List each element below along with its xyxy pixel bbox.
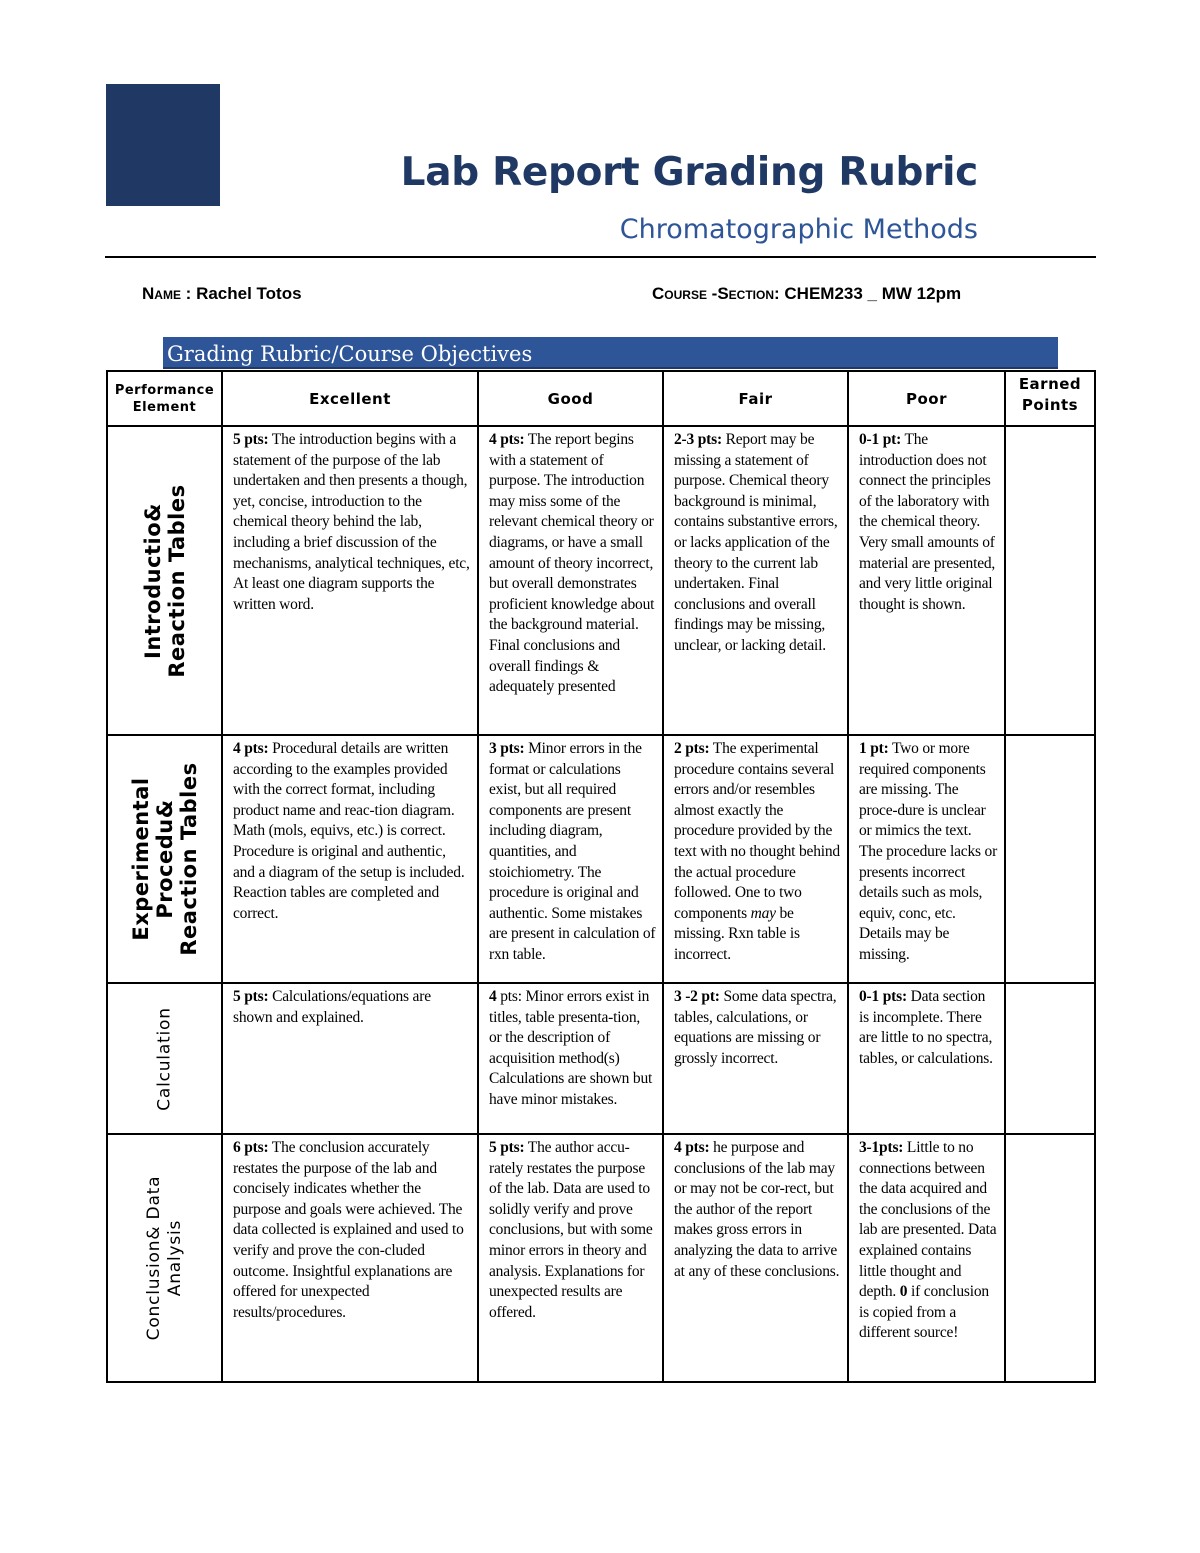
student-name-line	[142, 284, 302, 304]
logo-block	[106, 84, 220, 206]
column-header-earned: Earned Points	[1005, 371, 1095, 426]
cell-excellent	[222, 983, 478, 1134]
table-row	[107, 426, 1095, 735]
points: 4 pts:	[489, 431, 525, 448]
course-section: CHEM233 _ MW 12pm	[784, 284, 962, 303]
cell-good	[478, 735, 663, 983]
criteria-text: he purpose and conclusions of the lab may or may not be cor-rect, but the author of the report makes gross errors in analyzing the data to arrive at any of these conclusions.	[674, 1139, 840, 1280]
table-row	[107, 735, 1095, 983]
row-label	[154, 1007, 175, 1111]
course-section-line	[652, 284, 961, 304]
cell-earned-points[interactable]	[1005, 1134, 1095, 1382]
course-separator: :	[774, 284, 785, 303]
criteria-text: Data section is incomplete. There are little to no spectra, tables, or calculations.	[859, 988, 993, 1067]
row-label-line: Experimental	[128, 777, 153, 941]
row-label-line: Introductio&	[140, 502, 165, 659]
header-row	[107, 371, 1095, 426]
row-label-line: Conclusion& Data	[143, 1175, 164, 1341]
points: 3 -2 pt:	[674, 988, 720, 1005]
emphasis-text: may	[750, 904, 776, 922]
cell-excellent	[222, 1134, 478, 1382]
table-row	[107, 983, 1095, 1134]
points: 2 pts:	[674, 740, 710, 757]
points: 5 pts:	[233, 431, 269, 448]
document-title: Lab Report Grading Rubric	[400, 150, 978, 195]
points: 6 pts:	[233, 1139, 269, 1156]
row-header-experimental	[107, 735, 222, 983]
row-label-line: Reaction Tables	[164, 483, 189, 678]
column-header-performance: Performance Element	[107, 371, 222, 426]
criteria-text: The introduction begins with a statement of the purpose of the lab undertaken and then presents a though, yet, concise, introduction to the chemical theory behind the lab, including a brief discussion of the mechanisms, analytical techniques, etc, At least one diagram supports the written word.	[233, 431, 470, 613]
column-header-good: Good	[478, 371, 663, 426]
row-label-line: Analysis	[164, 1219, 185, 1297]
rubric-banner: Grading Rubric/Course Objectives	[163, 337, 1058, 369]
criteria-text: The experimental procedure contains several errors and/or resembles almost exactly the procedure provided by the text with no thought behind the actual procedure followed. One to two components	[674, 740, 840, 922]
criteria-text: The introduction does not connect the principles of the laboratory with the chemical theory. Very small amounts of material are presented, and very little original thought is shown.	[859, 431, 996, 613]
cell-fair	[663, 735, 848, 983]
row-label	[141, 484, 189, 677]
criteria-text: The report begins with a statement of purpose. The introduction may miss some of the relevant chemical theory or diagrams, or have a small amount of theory incorrect, but overall demonstrates proficient knowledge about the background material. Final conclusions and overall findings & adequately presented	[489, 431, 655, 696]
cell-poor	[848, 983, 1005, 1134]
cell-earned-points[interactable]	[1005, 426, 1095, 735]
cell-good	[478, 426, 663, 735]
criteria-text: Two or more required components are missing. The proce-dure is unclear or mimics the text. The procedure lacks or presents incorrect details such as mols, equiv, conc, etc. Details may be missing.	[859, 740, 998, 963]
criteria-text: Report may be missing a statement of purpose. Chemical theory background is minimal, contains substantive errors, or lacks application of the theory to the current lab undertaken. Final conclusions and overall findings may be missing, unclear, or lacking detail.	[674, 431, 838, 654]
cell-poor	[848, 735, 1005, 983]
criteria-text: Minor errors in the format or calculations exist, but all required components are present including diagram, quantities, and stoichiometry. The procedure is original and authentic. Some mistakes are present in calculation of rxn table.	[489, 740, 656, 963]
cell-earned-points[interactable]	[1005, 983, 1095, 1134]
cell-fair	[663, 426, 848, 735]
cell-good	[478, 1134, 663, 1382]
points: 0	[899, 1283, 908, 1301]
header-divider	[105, 256, 1096, 258]
points: 3-1pts:	[859, 1139, 904, 1156]
criteria-text: pts: Minor errors exist in titles, table presenta-tion, or the description of acquisition method(s) Calculations are shown but have minor mistakes.	[489, 988, 653, 1108]
cell-excellent	[222, 426, 478, 735]
points: 0-1 pt:	[859, 431, 902, 448]
table-row	[107, 1134, 1095, 1382]
row-label	[144, 1176, 186, 1341]
points: 4 pts:	[233, 740, 269, 757]
rubric-table	[106, 370, 1096, 1383]
name-separator: :	[180, 284, 197, 303]
cell-poor	[848, 426, 1005, 735]
cell-good	[478, 983, 663, 1134]
cell-earned-points[interactable]	[1005, 735, 1095, 983]
course-label: Course -Section	[652, 284, 775, 303]
points: 3 pts:	[489, 740, 525, 757]
points: 5 pts:	[233, 988, 269, 1005]
criteria-text: be missing. Rxn table is incorrect.	[674, 904, 800, 963]
row-label	[129, 762, 201, 955]
row-header-conclusion	[107, 1134, 222, 1382]
column-header-poor: Poor	[848, 371, 1005, 426]
row-label-line: Reaction Tables	[176, 762, 201, 956]
points: 4 pts:	[674, 1139, 710, 1156]
criteria-text: Procedural details are written according to the examples provided with the correct format, including product name and reac-tion diagram. Math (mols, equivs, etc.) is correct. Procedure is original and authentic, and a diagram of the setup is included. Reaction tables are completed and correct.	[233, 740, 465, 922]
cell-poor	[848, 1134, 1005, 1382]
criteria-text: Some data spectra, tables, calculations, or equations are missing or grossly incorrect.	[674, 988, 837, 1067]
cell-fair	[663, 983, 848, 1134]
points: 5 pts:	[489, 1139, 525, 1156]
points: 1 pt:	[859, 740, 889, 757]
criteria-text: The conclusion accurately restates the purpose of the lab and concisely indicates whether the purpose and goals were achieved. The data collected is explained and used to verify and prove the con-cluded outcome. Insightful explanations are offered for unexpected results/procedures.	[233, 1139, 464, 1321]
row-label-line: Calculation	[154, 1006, 174, 1111]
cell-excellent	[222, 735, 478, 983]
column-header-excellent: Excellent	[222, 371, 478, 426]
column-header-fair: Fair	[663, 371, 848, 426]
points: 4	[489, 988, 497, 1005]
row-label-line: Procedu&	[152, 799, 177, 919]
student-name: Rachel Totos	[196, 284, 302, 303]
criteria-text: Calculations/equations are shown and explained.	[233, 988, 431, 1026]
points: 0-1 pts:	[859, 988, 907, 1005]
cell-fair	[663, 1134, 848, 1382]
row-header-calculation	[107, 983, 222, 1134]
criteria-text: Little to no connections between the data acquired and the conclusions of the lab are presented. Data explained contains little thought and depth.	[859, 1139, 997, 1301]
points: 2-3 pts:	[674, 431, 722, 448]
document-subtitle: Chromatographic Methods	[619, 214, 978, 245]
criteria-text: The author accu-rately restates the purpose of the lab. Data are used to solidly verify and prove conclusions, but with some minor errors in theory and analysis. Explanations for unexpected results are offered.	[489, 1139, 653, 1321]
criteria-text: if conclusion is copied from a different source!	[859, 1283, 989, 1342]
row-header-introduction	[107, 426, 222, 735]
name-label: Name	[142, 284, 181, 303]
